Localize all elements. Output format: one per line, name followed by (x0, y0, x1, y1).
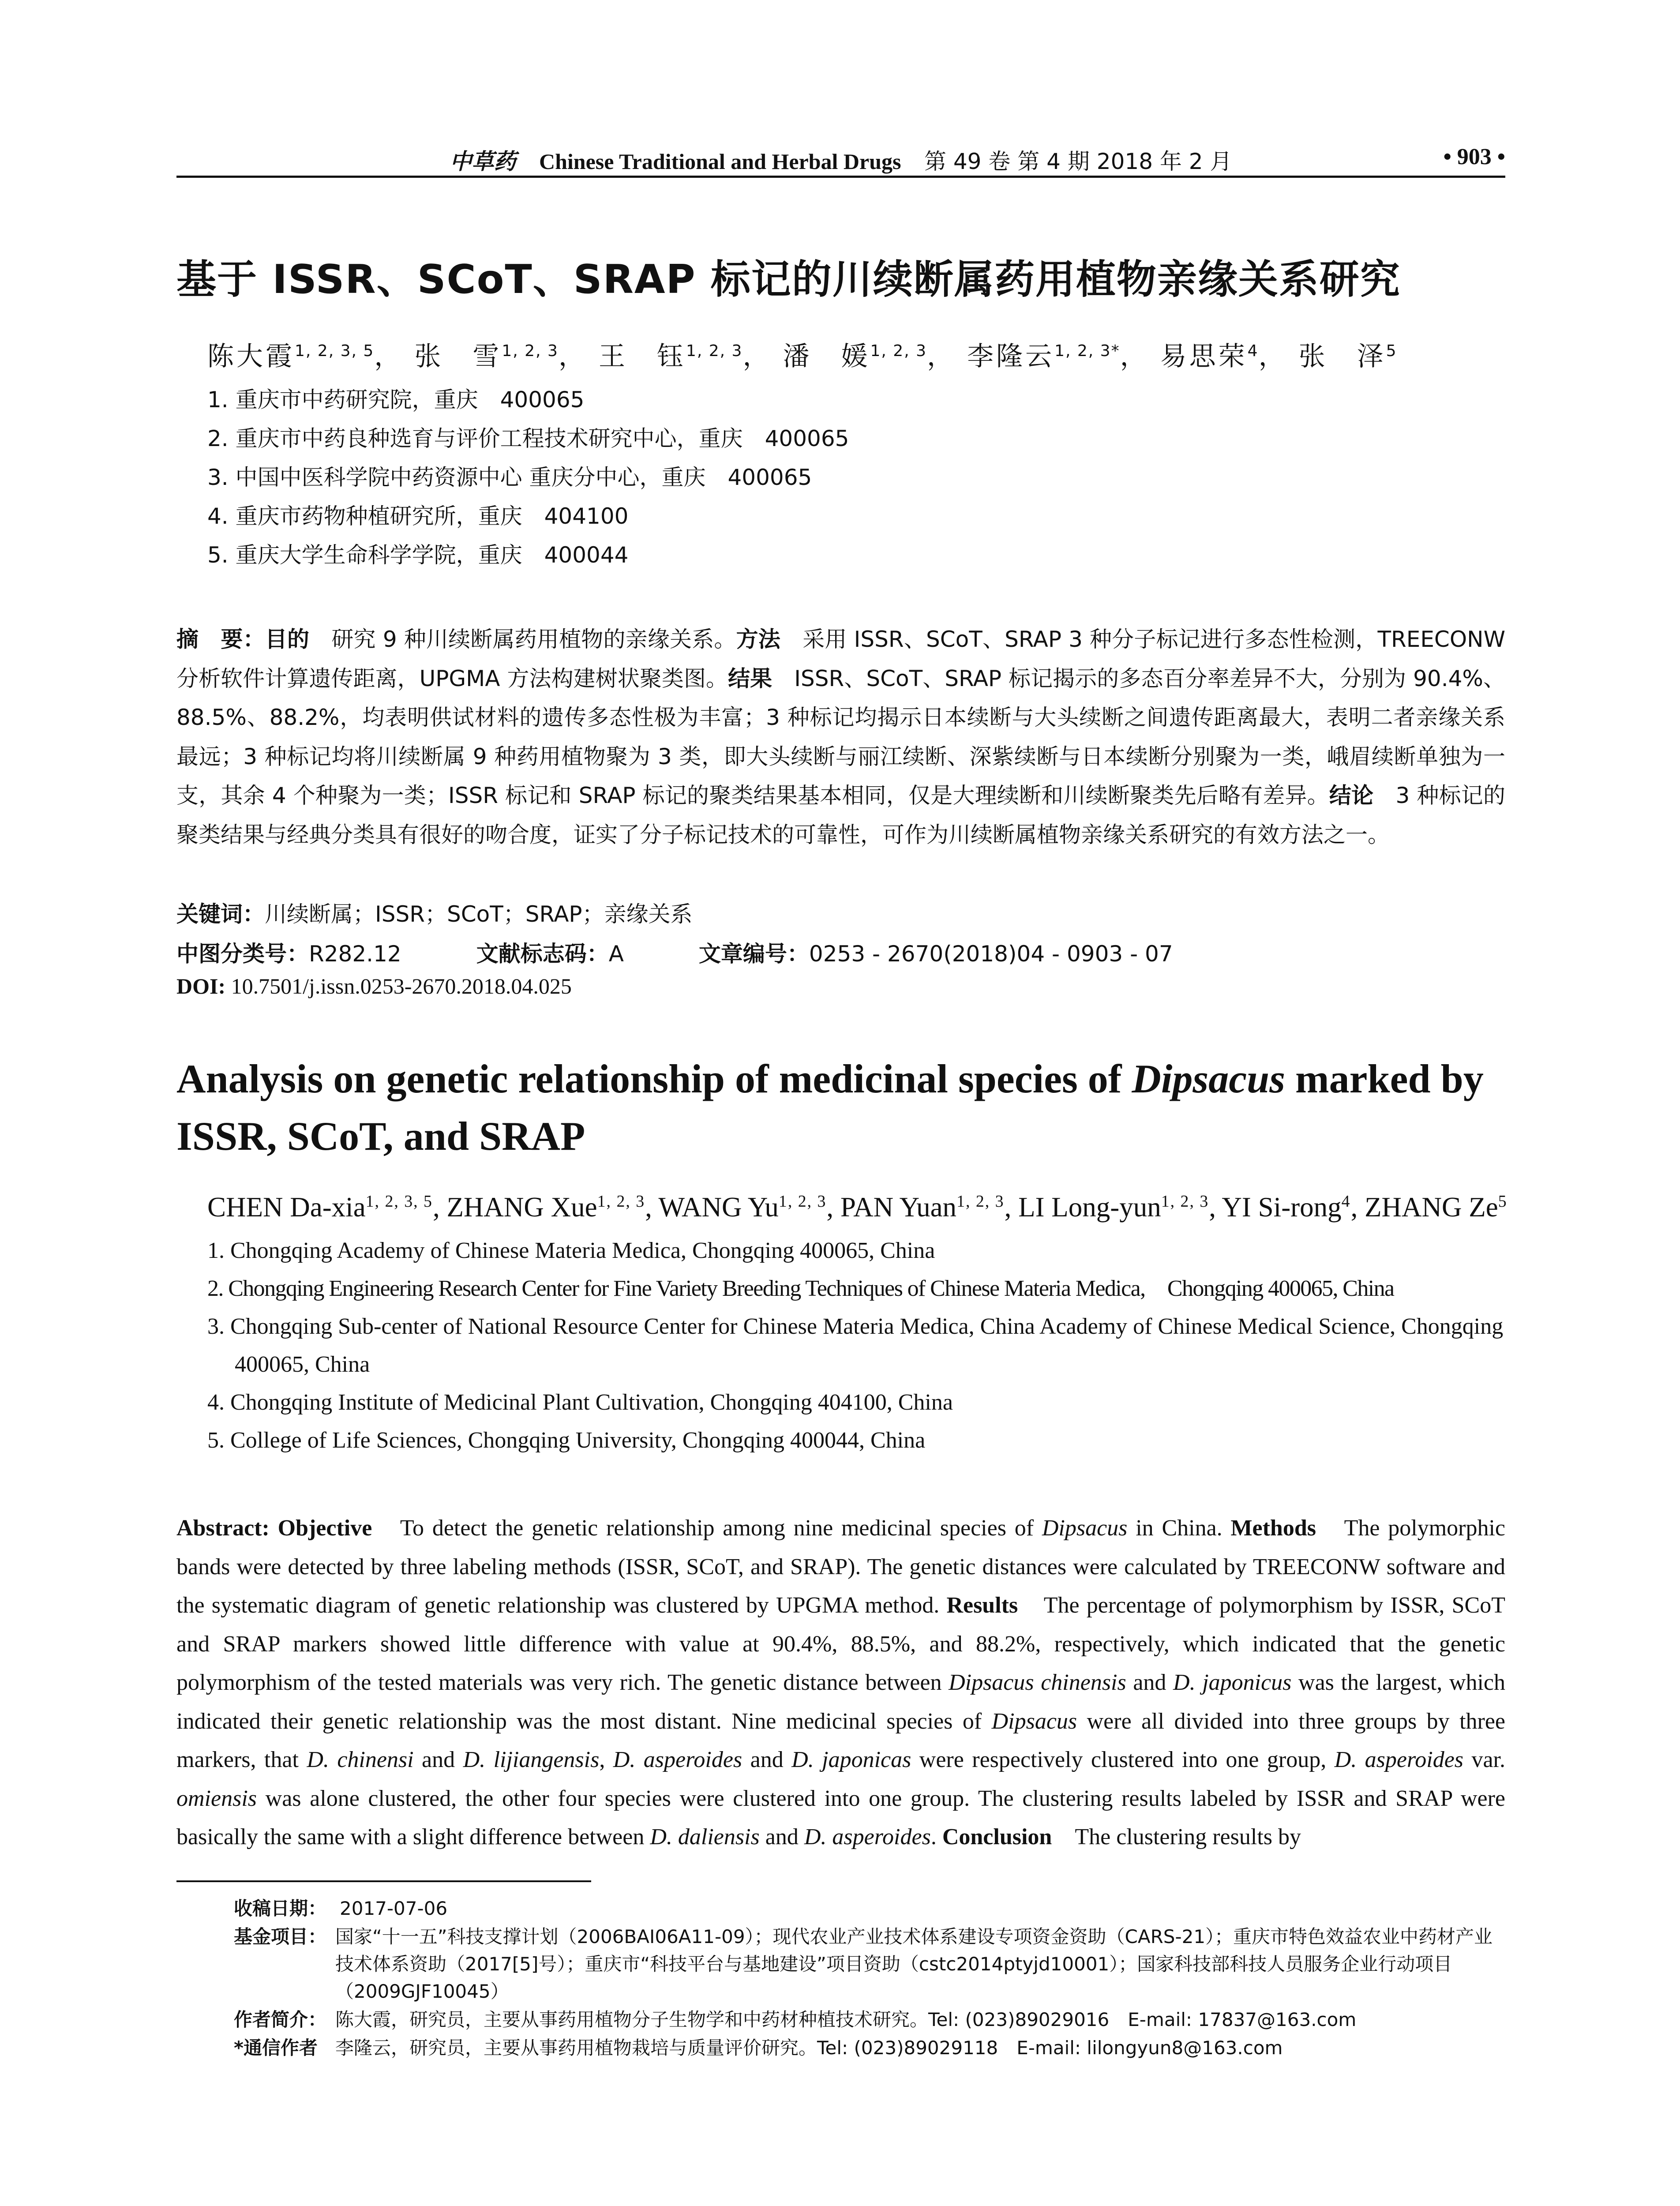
results-text: and (742, 1747, 792, 1772)
english-affiliations (207, 1232, 1504, 1459)
affiliation-item: 4. Chongqing Institute of Medicinal Plant Cultivation, Chongqing 404100, China (207, 1390, 953, 1415)
affiliation-item: 3. Chongqing Sub-center of National Resource Center for Chinese Materia Medica, China Academy of Chinese Medical Science, Chongqing 400065, China (207, 1314, 1504, 1377)
author-affiliation-marks: 1, 2, 3 (778, 1192, 827, 1211)
author-affiliation-marks: 1, 2, 3 (870, 342, 927, 360)
author-affiliation-marks: 5 (1498, 1192, 1508, 1211)
author-separator: , (432, 1192, 447, 1223)
species-name: D. asperoides (1334, 1747, 1464, 1772)
corresponding-author-note (234, 2034, 1507, 2062)
results-text: . (930, 1824, 942, 1850)
results-text: The percentage of polymorphism by ISSR, SCoT and SRAP markers showed little difference with value at 90.4%, 88.5%, and 88.2%, respectively, which indicated that the genetic polymorphism of the tested materials was very rich. The genetic distance between (176, 1593, 1505, 1695)
author-name: YI Si-rong (1222, 1192, 1342, 1223)
author-name: LI Long-yun (1018, 1192, 1161, 1223)
author-bio-text: 陈大霞，研究员，主要从事药用植物分子生物学和中药材种植技术研究。Tel: (023)89029016 E-mail: 17837@163.com (335, 2009, 1357, 2030)
footnote-rule (176, 1880, 591, 1882)
clc-value: R282.12 (309, 941, 401, 967)
author-name: 易思荣 (1160, 341, 1248, 372)
journal-name: Chinese Traditional and Herbal Drugs (539, 149, 901, 174)
author-separator: , (1209, 1192, 1222, 1223)
species-name: Dipsacus (1042, 1516, 1128, 1541)
chinese-author-list (207, 335, 1504, 373)
author-separator: ， (374, 341, 404, 372)
funding-label: 基金项目： (234, 1926, 327, 1947)
author-affiliation-marks: 1, 2, 3 (502, 342, 559, 360)
species-name: D. japonicas (791, 1747, 911, 1772)
english-title-text: Analysis on genetic relationship of medicinal species of (176, 1056, 1132, 1101)
objective-label: 目的 (265, 627, 310, 652)
corresponding-author-text: 李隆云，研究员，主要从事药用植物栽培与质量评价研究。Tel: (023)89029118 E-mail: lilongyun8@163.com (335, 2037, 1283, 2059)
author-affiliation-marks: 1, 2, 3 (597, 1192, 645, 1211)
header-rule (176, 176, 1505, 178)
author-name: 李隆云 (967, 341, 1055, 372)
objective-text: 研究 9 种川续断属药用植物的亲缘关系。 (309, 627, 736, 652)
methods-text: The polymorphic bands were detected by three labeling methods (ISSR, SCoT, and SRAP). The genetic distances were calculated by TREECONW software and the systematic diagram of genetic relationship was clustered by UPGMA method. (176, 1516, 1505, 1618)
results-text: was the largest, which indicated their genetic relationship was the most distant. Nine medicinal species of (176, 1670, 1505, 1734)
english-author-list (207, 1191, 1513, 1223)
author-name: 张 雪 (414, 341, 502, 372)
conclusion-label: Conclusion (942, 1824, 1052, 1850)
species-name: Dipsacus (991, 1708, 1077, 1734)
funding-text: 国家“十一五”科技支撑计划（2006BAI06A11-09）；现代农业产业技术体系建设专项资金资助（CARS-21）；重庆市特色效益农业中药材产业技术体系资助（2017[5]号）；重庆市“科技平台与基地建设”项目资助（cstc2014ptyjd10001）；国家科技部科技人员服务企业行动项目（2009GJF10045） (335, 1926, 1493, 2002)
english-title-genus: Dipsacus (1132, 1056, 1286, 1101)
results-text: were all divided into three groups by three markers, that (176, 1708, 1505, 1772)
affiliation-item: 4. 重庆市药物种植研究所，重庆 404100 (207, 503, 629, 529)
received-date-value: 2017-07-06 (340, 1898, 448, 1919)
author-separator: , (1004, 1192, 1019, 1223)
doi-value: 10.7501/j.issn.0253-2670.2018.04.025 (231, 974, 572, 998)
author-name: 张 泽 (1298, 341, 1386, 372)
results-text: and (759, 1824, 804, 1850)
author-affiliation-marks: 1, 2, 3* (1054, 342, 1120, 360)
conclusion-text: The clustering results by (1052, 1824, 1301, 1850)
funding-note (234, 1923, 1507, 2005)
objective-text: To detect the genetic relationship among nine medicinal species of (372, 1516, 1042, 1541)
results-text: were respectively clustered into one group, (911, 1747, 1335, 1772)
running-header (176, 140, 1505, 176)
author-affiliation-marks: 4 (1247, 342, 1259, 360)
received-date-label: 收稿日期： (234, 1898, 327, 1919)
author-separator: ， (1258, 341, 1288, 372)
methods-label: 方法 (736, 627, 780, 652)
journal-brand: 中草药 (450, 149, 516, 174)
conclusion-label: 结论 (1329, 783, 1374, 808)
species-name: D. asperoides (613, 1747, 742, 1772)
author-separator: ， (558, 341, 588, 372)
objective-label: Abstract: Objective (176, 1516, 372, 1541)
document-code-value: A (608, 941, 624, 967)
author-name: PAN Yuan (840, 1192, 957, 1223)
document-code-label: 文献标志码： (476, 941, 609, 967)
affiliation-item: 5. 重庆大学生命科学学院，重庆 400044 (207, 542, 629, 568)
affiliation-item: 2. Chongqing Engineering Research Center for Fine Variety Breeding Techniques of Chinese Materia Medica, Chongqing 400065, China (207, 1276, 1394, 1301)
species-name: D. japonicus (1173, 1670, 1292, 1695)
clc-label: 中图分类号： (176, 941, 309, 967)
keywords-label: 关键词： (176, 901, 265, 927)
issue-info: 第 49 卷 第 4 期 2018 年 2 月 (924, 149, 1232, 174)
doi-label: DOI: (176, 974, 226, 998)
author-affiliation-marks: 1, 2, 3, 5 (295, 342, 375, 360)
results-text: ISSR、SCoT、SRAP 标记揭示的多态百分率差异不大，分别为 90.4%、88.5%、88.2%，均表明供试材料的遗传多态性极为丰富；3 种标记均揭示日本续断与大头续断之间遗传距离最大，表明二者亲缘关系最远；3 种标记均将川续断属 9 种药用植物聚为 3 类，即大头续断与丽江续断、深紫续断与日本续断分别聚为一类，峨眉续断单独为一支，其余 4 个种聚为一类；ISSR 标记和 SRAP 标记的聚类结果基本相同，仅是大理续断和川续断聚类先后略有差异。 (176, 665, 1505, 808)
affiliation-item: 1. Chongqing Academy of Chinese Materia Medica, Chongqing 400065, China (207, 1238, 935, 1263)
author-name: ZHANG Xue (446, 1192, 597, 1223)
author-name: ZHANG Ze (1365, 1192, 1498, 1223)
results-label: Results (946, 1593, 1018, 1618)
results-label: 结果 (728, 665, 772, 691)
results-text: and (1126, 1670, 1174, 1695)
affiliation-item: 3. 中国中医科学院中药资源中心 重庆分中心，重庆 400065 (207, 465, 812, 490)
species-name: D. chinensi (307, 1747, 414, 1772)
page-number: • 903 • (1443, 144, 1505, 169)
footnotes (234, 1895, 1507, 2063)
classification-row (176, 936, 1173, 968)
english-title-text: marked by ISSR, SCoT, and SRAP (176, 1056, 1484, 1159)
author-separator: , (1350, 1192, 1365, 1223)
author-name: 陈大霞 (207, 341, 295, 372)
english-abstract (176, 1509, 1505, 1857)
author-affiliation-marks: 1, 2, 3 (956, 1192, 1005, 1211)
author-affiliation-marks: 1, 2, 3, 5 (365, 1192, 433, 1211)
author-name: 潘 媛 (783, 341, 870, 372)
received-date-note (234, 1895, 1507, 1922)
author-name: 王 钰 (598, 341, 686, 372)
methods-label: Methods (1230, 1516, 1316, 1541)
species-name: Dipsacus chinensis (949, 1670, 1126, 1695)
author-separator: ， (927, 341, 956, 372)
corresponding-author-label: *通信作者 (234, 2037, 318, 2059)
chinese-abstract (176, 620, 1505, 854)
keywords-text: 川续断属；ISSR；SCoT；SRAP；亲缘关系 (265, 901, 693, 927)
species-name: D. lijiangensis (463, 1747, 600, 1772)
chinese-affiliations (207, 380, 1504, 574)
affiliation-item: 2. 重庆市中药良种选育与评价工程技术研究中心，重庆 400065 (207, 426, 849, 451)
doi-row (176, 973, 572, 999)
english-title (176, 1050, 1505, 1165)
affiliation-item: 1. 重庆市中药研究院，重庆 400065 (207, 387, 585, 413)
author-separator: ， (742, 341, 772, 372)
author-affiliation-marks: 1, 2, 3 (1161, 1192, 1209, 1211)
conclusion-text: 3 种标记的聚类结果与经典分类具有很好的吻合度，证实了分子标记技术的可靠性，可作为川续断属植物亲缘关系研究的有效方法之一。 (176, 783, 1505, 848)
objective-text: in China. (1127, 1516, 1231, 1541)
author-affiliation-marks: 4 (1341, 1192, 1351, 1211)
results-text: , (599, 1747, 613, 1772)
author-separator: , (645, 1192, 659, 1223)
methods-text: 采用 ISSR、SCoT、SRAP 3 种分子标记进行多态性检测，TREECONW 分析软件计算遗传距离，UPGMA 方法构建树状聚类图。 (176, 627, 1506, 691)
author-name: CHEN Da-xia (207, 1192, 366, 1223)
results-text: and (413, 1747, 463, 1772)
article-number-label: 文章编号： (698, 941, 809, 967)
species-name: D. daliensis (650, 1824, 760, 1850)
author-separator: , (826, 1192, 840, 1223)
author-name: WANG Yu (658, 1192, 779, 1223)
author-bio-note (234, 2006, 1507, 2033)
abstract-label: 摘 要： (176, 627, 265, 652)
author-bio-label: 作者简介： (234, 2009, 327, 2030)
results-text: var. (1463, 1747, 1505, 1772)
results-text: was alone clustered, the other four species were clustered into one group. The clustering results labeled by ISSR and SRAP were basically the same with a slight difference between (176, 1786, 1505, 1850)
species-name: omiensis (176, 1786, 257, 1811)
author-affiliation-marks: 5 (1386, 342, 1397, 360)
chinese-title: 基于 ISSR、SCoT、SRAP 标记的川续断属药用植物亲缘关系研究 (176, 256, 1401, 303)
species-name: D. asperoides (804, 1824, 931, 1850)
author-separator: ， (1120, 341, 1149, 372)
author-affiliation-marks: 1, 2, 3 (686, 342, 743, 360)
affiliation-item: 5. College of Life Sciences, Chongqing University, Chongqing 400044, China (207, 1428, 926, 1453)
article-number-value: 0253 - 2670(2018)04 - 0903 - 07 (809, 941, 1173, 967)
chinese-keywords (176, 897, 693, 928)
